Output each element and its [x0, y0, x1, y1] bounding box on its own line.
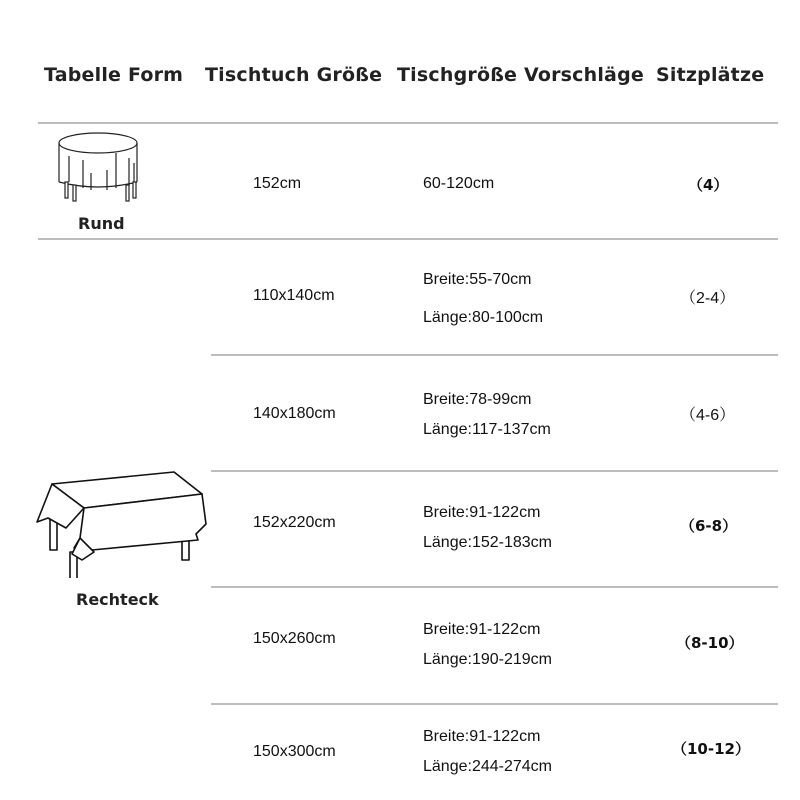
header-seats: Sitzplätze	[656, 64, 765, 86]
divider-rect-1	[211, 354, 778, 356]
rectangular-table-icon	[34, 468, 210, 578]
header-table-size: Tischgröße Vorschläge	[397, 64, 644, 86]
divider-header	[38, 122, 778, 124]
cloth-size-140x180: 140x180cm	[253, 405, 336, 422]
divider-rect-4	[211, 703, 778, 705]
header-cloth-size: Tischtuch Größe	[205, 64, 383, 86]
table-width-110x140: Breite:55-70cm	[423, 271, 532, 288]
seats-152x220: （6-8）	[680, 517, 738, 535]
table-length-152x220: Länge:152-183cm	[423, 534, 552, 551]
table-width-152x220: Breite:91-122cm	[423, 504, 541, 521]
table-width-150x260: Breite:91-122cm	[423, 621, 541, 638]
seats-150x300: （10-12）	[672, 740, 750, 758]
seats-140x180: （4-6）	[680, 407, 736, 424]
table-size-round: 60-120cm	[423, 175, 495, 192]
table-length-150x300: Länge:244-274cm	[423, 758, 552, 775]
divider-rect-3	[211, 586, 778, 588]
shape-label-round: Rund	[78, 214, 125, 233]
table-length-140x180: Länge:117-137cm	[423, 421, 551, 438]
table-width-140x180: Breite:78-99cm	[423, 391, 532, 408]
shape-label-rect: Rechteck	[76, 590, 159, 609]
table-width-150x300: Breite:91-122cm	[423, 728, 541, 745]
header-shape: Tabelle Form	[44, 64, 184, 86]
round-table-icon	[55, 130, 145, 210]
seats-round: （4）	[688, 176, 729, 194]
cloth-size-150x260: 150x260cm	[253, 630, 336, 647]
divider-round	[38, 238, 778, 240]
seats-110x140: （2-4）	[680, 290, 736, 307]
table-length-150x260: Länge:190-219cm	[423, 651, 552, 668]
divider-rect-2	[211, 470, 778, 472]
cloth-size-110x140: 110x140cm	[253, 287, 335, 304]
cloth-size-round: 152cm	[253, 175, 302, 192]
cloth-size-150x300: 150x300cm	[253, 743, 336, 760]
seats-150x260: （8-10）	[676, 634, 744, 652]
table-length-110x140: Länge:80-100cm	[423, 309, 544, 326]
cloth-size-152x220: 152x220cm	[253, 514, 336, 531]
